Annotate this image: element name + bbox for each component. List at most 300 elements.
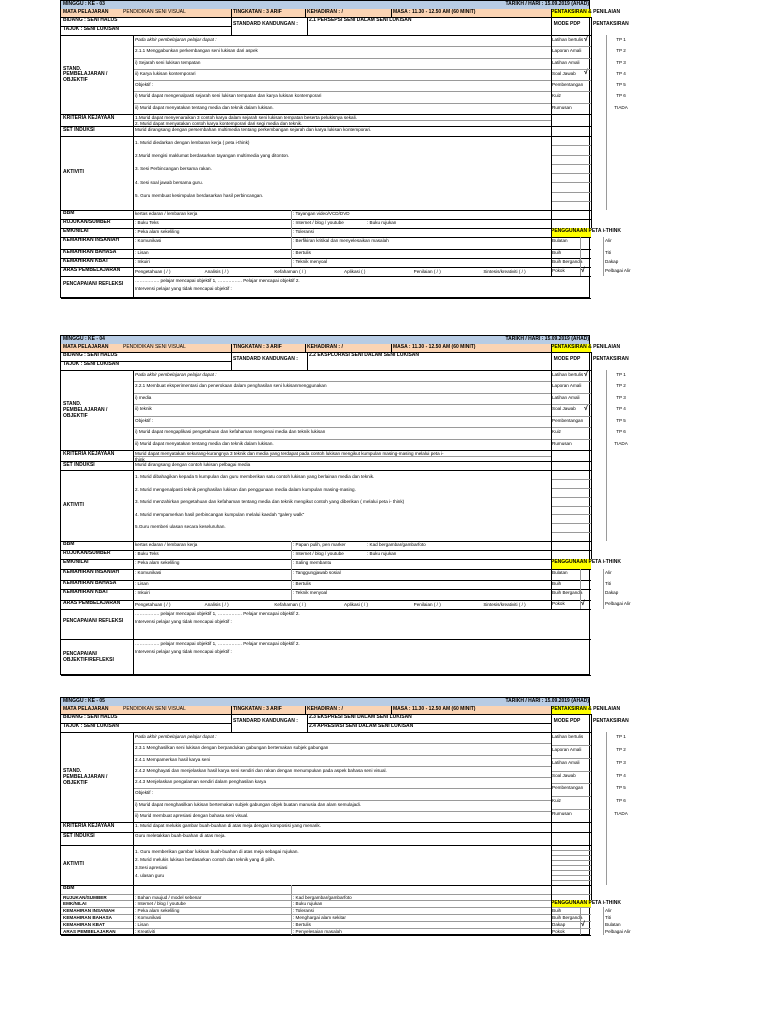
grid-line: [133, 569, 134, 580]
grid-line: [133, 219, 134, 228]
mastery-level: TP 1: [616, 372, 626, 377]
time-slot: MASA : 11.30 - 12.50 AM (60 MINIT): [393, 706, 476, 712]
mastery-level: TP 3: [616, 59, 626, 65]
mastery-level: TP 3: [616, 759, 626, 765]
mastery-level: TIADA: [614, 440, 628, 446]
grid-line: [606, 126, 607, 136]
activity-step: 3.Sesi apresiasi: [135, 865, 168, 870]
attendance: KEHADIRAN : /: [307, 344, 343, 350]
content-standard-label: STANDARD KANDUNGAN :: [233, 718, 298, 724]
grid-line: [580, 267, 581, 276]
language-skills-item: : Lisan: [135, 581, 149, 586]
values-item: : Saling membantu: [293, 560, 332, 565]
language-skills-item: : Komunikasi: [135, 915, 162, 920]
grid-line: [580, 589, 581, 600]
teaching-mode-label: Pembentangan: [552, 785, 584, 791]
teaching-aids-item: : Papan pulih, pen marker: [293, 542, 346, 547]
mode-check-mark[interactable]: √: [584, 35, 588, 43]
grid-line: [603, 580, 604, 589]
grid-line: [133, 35, 134, 114]
ithink-map-option: Dakap: [605, 590, 619, 595]
learning-standard-label-line: PEMBELAJARAN /: [63, 71, 108, 78]
references-item: : Internet / blog / youtube: [293, 220, 344, 225]
grid-line: [61, 845, 591, 846]
week-label: MINGGU : KE - 03: [63, 1, 105, 7]
learning-level-item: Aplikasi ( ): [344, 269, 366, 274]
grid-line: [591, 714, 592, 732]
grid-line: [61, 732, 591, 733]
ithink-map-option: Alir: [605, 570, 612, 575]
ithink-map-option: Pelbagai Alir: [605, 601, 631, 606]
hots-skills-item: : Bertulis: [293, 922, 311, 927]
grid-line: [551, 69, 591, 70]
grid-line: [551, 344, 552, 370]
learning-objective-line: ii) Murid dapat menyatakan tentang media dan teknik dalam lukisan.: [135, 440, 274, 446]
teaching-mode-label: Latihan bertulis: [552, 734, 584, 739]
ithink-check-mark[interactable]: √: [581, 921, 585, 928]
set-induction-label: SET INDUKSI: [63, 833, 95, 839]
teaching-aids-label: BBM: [63, 541, 75, 547]
grid-line: [551, 427, 591, 428]
grid-line: [591, 35, 592, 228]
grid-line: [133, 541, 134, 550]
field-label: BIDANG : SENI HALUS: [63, 352, 118, 358]
learning-standard-label-line: STAND.: [63, 65, 82, 72]
mode-check-mark[interactable]: √: [584, 69, 588, 77]
grid-line: [551, 706, 552, 732]
grid-line: [133, 46, 551, 47]
lesson-plan: [60, 0, 631, 298]
grid-line: [61, 675, 591, 676]
grid-line: [133, 788, 551, 789]
grid-line: [580, 258, 581, 267]
attendance: KEHADIRAN : /: [307, 706, 343, 712]
learning-objective-line: Objektif :: [135, 82, 154, 88]
subject-label: MATA PELAJARAN: [63, 9, 109, 15]
teaching-aids-item: : Kad bergambar/gambarfoto: [367, 542, 426, 547]
grid-line: [133, 907, 134, 914]
grid-line: [133, 928, 134, 935]
ithink-check-mark[interactable]: √: [581, 600, 585, 607]
time-slot: MASA : 11.30 - 12.50 AM (60 MINIT): [393, 9, 476, 15]
language-skills-label: KEMAHIRAN BAHASA: [63, 580, 117, 586]
grid-line: [133, 589, 134, 600]
grid-line: [133, 416, 551, 417]
mastery-level: TP 6: [616, 429, 626, 435]
grid-line: [291, 228, 292, 237]
language-skills-item: : Bertulis: [293, 581, 311, 586]
teaching-mode-label: Kuiz: [552, 429, 561, 435]
grid-line: [580, 237, 581, 249]
learning-level-item: Kefahaman ( / ): [274, 269, 306, 274]
activity-step: 2. Murid melukis lukisan berdasarkan contoh dan teknik yang di pilih.: [135, 857, 275, 862]
mastery-level: TP 2: [616, 48, 626, 54]
ithink-title: PENGGUNAAN PETA i-THINK: [551, 559, 621, 565]
grid-line: [551, 58, 591, 59]
set-induction-text: Murid dirangsang dengan contoh lukisan pelbagai media: [135, 462, 251, 467]
language-skills-label: KEMAHIRAN BAHASA: [63, 915, 112, 920]
soft-skills-item: : Toleransi: [293, 908, 314, 913]
learning-objective-line: i) media: [135, 394, 152, 400]
activity-step: 4. Murid mempamerkan hasil perbincangan kumpulan melalui kaedah "galery walk": [135, 511, 305, 517]
grid-line: [551, 497, 591, 498]
field-label: BIDANG : SENI HALUS: [63, 714, 118, 720]
ithink-map-option: Titi: [605, 915, 611, 920]
mode-check-mark[interactable]: √: [584, 404, 588, 412]
ithink-check-mark[interactable]: √: [581, 267, 585, 274]
topic-label: TAJUK : SENI LUKISAN: [63, 361, 120, 367]
mastery-level: TP 1: [616, 734, 626, 739]
teaching-mode-label: Latihan bertulis: [552, 372, 584, 377]
grid-line: [551, 173, 591, 174]
grid-line: [133, 580, 134, 589]
date-label: TARIKH / HARI : 15.09.2019 (AHAD): [505, 336, 589, 342]
learning-level-item: Aplikasi ( / ): [344, 602, 368, 607]
grid-line: [231, 344, 232, 352]
grid-line: [133, 609, 134, 639]
grid-line: [291, 249, 292, 258]
grid-line: [61, 298, 591, 299]
grid-line: [291, 550, 292, 559]
grid-line: [551, 865, 591, 866]
grid-line: [133, 845, 134, 885]
grid-line: [133, 832, 134, 845]
grid-line: [133, 210, 134, 219]
grid-line: [305, 9, 306, 17]
teaching-mode-label: Laporan Amali: [552, 48, 582, 54]
mode-pdp-header: MODE PDP: [553, 21, 581, 27]
grid-line: [61, 935, 591, 936]
mode-pdp-header: MODE PDP: [553, 718, 581, 724]
lesson-plan: [60, 335, 631, 675]
activity-step: 1. Guru memberikan gambar lukisan buah-buahan di atas meja sebagai rujukan.: [135, 849, 299, 854]
grid-line: [603, 237, 604, 249]
grid-line: [133, 249, 134, 258]
grid-line: [580, 580, 581, 589]
learning-objective-line: ii) Murid dapat menyatakan tentang media dan teknik dalam lukisan.: [135, 104, 274, 110]
grid-line: [580, 921, 581, 928]
grid-line: [133, 276, 134, 298]
grid-line: [291, 569, 292, 580]
grid-line: [603, 267, 604, 276]
grid-line: [551, 9, 552, 35]
grid-line: [551, 796, 591, 797]
grid-line: [307, 352, 308, 370]
set-induction-label: SET INDUKSI: [63, 462, 95, 468]
ithink-map-option: Dakap: [552, 922, 566, 927]
grid-line: [291, 589, 292, 600]
grid-line: [305, 344, 306, 352]
ithink-map-option: Buih: [552, 908, 562, 913]
values-label: EMK/NILAI: [63, 559, 89, 565]
learning-objective-line: 2.4.3 Menjelaskan pengalaman sendiri dalam penghasilan karya: [135, 779, 267, 784]
references-item: : Bahan maujud / model sebenar: [135, 895, 202, 900]
grid-line: [603, 907, 604, 914]
values-item: : Internet / blog / youtube: [135, 901, 186, 906]
grid-line: [551, 416, 591, 417]
time-slot: MASA : 11.30 - 12.50 AM (60 MINIT): [393, 344, 476, 350]
activities-label: AKTIVITI: [63, 169, 84, 175]
learning-objective-line: i) Murid dapat mengenalpasti sejarah seni lukisan tempatan dan karya lukisan kontemporari: [135, 93, 322, 99]
language-skills-item: : Menghargai alam sekitar: [293, 915, 346, 920]
learning-level-item: Pengetahuan ( / ): [135, 602, 171, 607]
mode-check-mark[interactable]: √: [584, 370, 588, 378]
learning-standard-label-line: OBJEKTIF: [63, 412, 88, 419]
teaching-aids-item: kertas edaran / lembaran kerja: [135, 211, 198, 216]
grid-line: [133, 732, 134, 822]
grid-line: [133, 136, 134, 210]
grid-line: [603, 921, 604, 928]
teaching-mode-label: Soal Jawab: [552, 70, 576, 76]
grid-line: [551, 860, 591, 861]
form-class: TINGKATAN : 3 ARIF: [233, 706, 282, 712]
grid-line: [551, 145, 591, 146]
grid-line: [133, 381, 551, 382]
grid-line: [551, 523, 591, 524]
references-item: : Buku rujukan: [367, 220, 397, 225]
reflection-line: Intervensi pelajar yang tidak mencapai objektif :: [135, 286, 232, 291]
grid-line: [61, 35, 591, 36]
ithink-map-option: Pelbagai Alir: [605, 268, 631, 273]
teaching-aids-label: BBM: [63, 885, 75, 891]
grid-line: [551, 381, 591, 382]
grid-line: [551, 783, 591, 784]
grid-line: [551, 732, 552, 935]
ithink-map-option: Buih Berganda: [552, 590, 583, 595]
grid-line: [291, 914, 292, 921]
values-item: : Toleransi: [293, 229, 314, 234]
content-standard-label: STANDARD KANDUNGAN :: [233, 356, 298, 362]
content-standard-value: 2.4 APRESIASI SENI DALAM SENI LUKISAN: [309, 723, 414, 729]
week-label: MINGGU : KE - 04: [63, 336, 105, 342]
teaching-mode-label: Kuiz: [552, 798, 561, 804]
grid-line: [606, 822, 607, 832]
grid-line: [61, 370, 591, 371]
references-label: RUJUKAN/SUMBER: [63, 219, 111, 225]
mastery-level: TP 4: [616, 406, 626, 412]
ithink-title: PENGGUNAAN PETA i-THINK: [551, 900, 621, 906]
set-induction-label: SET INDUKSI: [63, 127, 95, 133]
learning-standard-label-line: STAND.: [63, 401, 82, 407]
learning-level-item: Penilaian ( / ): [413, 602, 441, 607]
reflection-label: PENCAPAIAN/ OBJEKTIF/REFLEKSI: [63, 651, 114, 663]
mastery-level: TP 4: [616, 70, 626, 76]
learning-levels-label: ARAS PEMBELAJARAN: [63, 929, 116, 934]
grid-line: [551, 870, 591, 871]
grid-line: [580, 907, 581, 914]
learning-standard-label-line: PEMBELAJARAN /: [63, 773, 108, 780]
grid-line: [551, 745, 591, 746]
references-item: : Buku Teks: [135, 220, 159, 225]
learning-standard-label-line: PEMBELAJARAN /: [63, 406, 108, 413]
mastery-level: TP 3: [616, 394, 626, 400]
grid-line: [291, 580, 292, 589]
language-skills-item: : Lisan: [135, 250, 149, 255]
subject-label: MATA PELAJARAN: [63, 344, 109, 350]
ithink-map-option: Alir: [605, 238, 612, 243]
grid-line: [133, 103, 551, 104]
grid-line: [603, 249, 604, 258]
ithink-map-option: Bulatan: [605, 922, 621, 927]
grid-line: [133, 800, 551, 801]
grid-line: [606, 136, 607, 210]
grid-line: [551, 80, 591, 81]
field-label: BIDANG : SENI HALUS: [63, 17, 118, 23]
soft-skills-item: : Komunikasi: [135, 238, 162, 243]
success-criteria-label: KRITERIA KEJAYAAN: [63, 115, 115, 121]
soft-skills-item: : Berfikiran kritikal dan menyelesaikan masalah: [293, 238, 389, 243]
grid-line: [606, 732, 607, 822]
subject-value: PENDIDIKAN SENI VISUAL: [123, 9, 186, 15]
teaching-mode-label: Latihan Amali: [552, 59, 580, 65]
grid-line: [133, 69, 551, 70]
grid-line: [133, 427, 551, 428]
mastery-level: TP 4: [616, 772, 626, 778]
grid-line: [580, 569, 581, 580]
learning-standard-label-line: OBJEKTIF: [63, 77, 88, 83]
ithink-map-option: Buih: [552, 250, 562, 255]
date-label: TARIKH / HARI : 15.09.2019 (AHAD): [505, 1, 589, 7]
references-item: : Internet / blog / youtube: [293, 551, 344, 556]
teaching-mode-label: Rumusan: [552, 440, 572, 446]
grid-line: [133, 914, 134, 921]
learning-objective-line: 2.2.1 Membuat eksperimentasi dan penerokaan dalam penghasilan seni lukisanmenggunakan: [135, 383, 327, 389]
content-standard-value: 2.3 EKSPRESI SENI DALAM SENI LUKISAN: [309, 714, 412, 720]
grid-line: [61, 885, 591, 886]
grid-line: [391, 706, 392, 714]
grid-line: [603, 258, 604, 267]
grid-line: [61, 267, 591, 268]
reflection-line: Intervensi pelajar yang tidak mencapai objektif :: [135, 649, 232, 654]
grid-line: [133, 267, 134, 276]
learning-level-item: Pengetahuan ( / ): [135, 269, 171, 274]
subject-label: MATA PELAJARAN: [63, 706, 109, 712]
subject-value: PENDIDIKAN SENI VISUAL: [123, 706, 186, 712]
grid-line: [603, 589, 604, 600]
success-criteria-label: KRITERIA KEJAYAAN: [63, 823, 115, 829]
teaching-mode-label: Soal Jawab: [552, 772, 576, 778]
grid-line: [391, 344, 392, 352]
grid-line: [291, 885, 292, 894]
soft-skills-label: KEMAHIRAN INSANIAH: [63, 569, 120, 575]
mastery-level: TP 2: [616, 746, 626, 752]
learning-level-item: Sintesis/kreativiti ( / ): [483, 269, 526, 274]
grid-line: [133, 91, 551, 92]
grid-line: [291, 928, 292, 935]
soft-skills-label: KEMAHIRAN INSANIAH: [63, 237, 120, 243]
grid-line: [291, 258, 292, 267]
grid-line: [551, 875, 591, 876]
grid-line: [133, 114, 134, 126]
teaching-mode-label: Rumusan: [552, 811, 572, 817]
content-standard-value: 2.2 EKSPLORASI SENI DALAM SENI LUKISAN: [309, 352, 420, 358]
grid-line: [133, 237, 134, 249]
grid-line: [551, 809, 591, 810]
grid-line: [551, 404, 591, 405]
grid-line: [606, 470, 607, 541]
grid-line: [133, 258, 134, 267]
grid-line: [231, 352, 232, 370]
references-label: RUJUKAN/SUMBER: [63, 895, 107, 900]
learning-levels-label: ARAS PEMBELAJARAN: [63, 600, 121, 606]
grid-line: [551, 201, 591, 202]
grid-line: [133, 921, 134, 928]
set-induction-text: Guru meletakkan buah-buahan di atas meja.: [135, 833, 226, 838]
learning-objective-line: i) Sejarah seni lukisan tempatan: [135, 59, 201, 65]
grid-line: [231, 706, 232, 714]
grid-line: [580, 249, 581, 258]
ithink-map-option: Buih Berganda: [552, 259, 583, 264]
form-class: TINGKATAN : 3 ARIF: [233, 344, 282, 350]
grid-line: [133, 450, 134, 461]
soft-skills-item: : Peka alam sekeliling: [135, 908, 180, 913]
learning-levels-item: : Kreativiti: [135, 929, 156, 934]
mastery-level: TP 5: [616, 785, 626, 791]
grid-line: [231, 9, 232, 17]
ithink-map-option: Buih Berganda: [552, 915, 583, 920]
grid-line: [133, 404, 551, 405]
grid-line: [551, 439, 591, 440]
grid-line: [551, 35, 552, 276]
ithink-map-option: Bulatan: [552, 570, 568, 575]
grid-line: [133, 743, 551, 744]
learning-objective-line: Objektif :: [135, 417, 154, 423]
success-criteria-text: 2. Murid dapat menyatakan contoh karya kontemporari dari segi media dan teknik.: [135, 121, 303, 126]
learning-level-item: Kefahaman ( / ): [274, 602, 306, 607]
reflection-label: PENCAPAIAN/ REFLEKSI: [63, 618, 124, 624]
activity-step: 5.Guru memberi ulasan secara keseluruhan.: [135, 524, 226, 530]
learning-objective-line: i) Murid dapat mengaplikasi pengetahuan dan kefahaman mengenai media dan teknik lukisan: [135, 429, 326, 435]
hots-skills-item: : Teknik menyoal: [293, 590, 328, 595]
grid-line: [61, 470, 591, 471]
grid-line: [551, 532, 591, 533]
grid-line: [133, 550, 134, 559]
activity-step: 1. Murid dibahagikan kepada 5 kumpulan dan guru memberikan satu contoh lukisan yang berlainan media dan teknik.: [135, 474, 375, 479]
learning-objective-line: 2.1.1 Menggabunkan perkembangan seni lukisan dari aspek: [135, 48, 258, 54]
grid-line: [133, 900, 134, 907]
grid-line: [580, 928, 581, 935]
grid-line: [133, 80, 551, 81]
learning-objective-line: ii) Murid membuat apresiasi dengan bahasa seni visual.: [135, 812, 249, 818]
teaching-mode-label: Latihan bertulis: [552, 37, 584, 42]
mastery-level: TP 2: [616, 383, 626, 389]
references-label: RUJUKAN/SUMBER: [63, 550, 111, 556]
grid-line: [133, 370, 134, 450]
activity-step: 5. Guru membuat kesimpulan berdasarkan hasil perbincangan.: [135, 192, 264, 198]
grid-line: [551, 506, 591, 507]
ithink-map-option: Dakap: [605, 259, 619, 264]
hots-skills-item: : Teknik menyoal: [293, 259, 328, 264]
assessment-column-header: PENTAKSIRAN: [593, 718, 629, 724]
form-class: TINGKATAN : 3 ARIF: [233, 9, 282, 15]
success-criteria-text: 1.Murid dapat menyenaraikan 3 contoh karya dalam sejarah seni lukisan tempatan beserta pelukisnya sekali.: [135, 115, 357, 120]
teaching-mode-label: Latihan Amali: [552, 394, 580, 400]
learning-objective-line: Pada akhir pembelajaran pelajar dapat :: [135, 734, 217, 739]
teaching-mode-label: Laporan Amali: [552, 746, 582, 752]
grid-line: [231, 714, 232, 732]
ithink-map-option: Pokok: [552, 268, 565, 273]
grid-line: [551, 488, 591, 489]
topic-label: TAJUK : SENI LUKISAN: [63, 723, 120, 729]
grid-line: [580, 914, 581, 921]
learning-standard-label: [63, 67, 131, 84]
grid-line: [551, 155, 591, 156]
assessment-title: PENTAKSIRAN & PENILAIAN: [551, 9, 621, 15]
teaching-mode-label: Soal Jawab: [552, 406, 576, 412]
references-item: : Kad bergambar/gambarfoto: [293, 895, 352, 900]
activity-step: 1. Murid diedarkan dengan lembaran kerja ( peta i-think): [135, 140, 250, 145]
soft-skills-label: KEMAHIRAN INSANIAH: [63, 908, 115, 913]
